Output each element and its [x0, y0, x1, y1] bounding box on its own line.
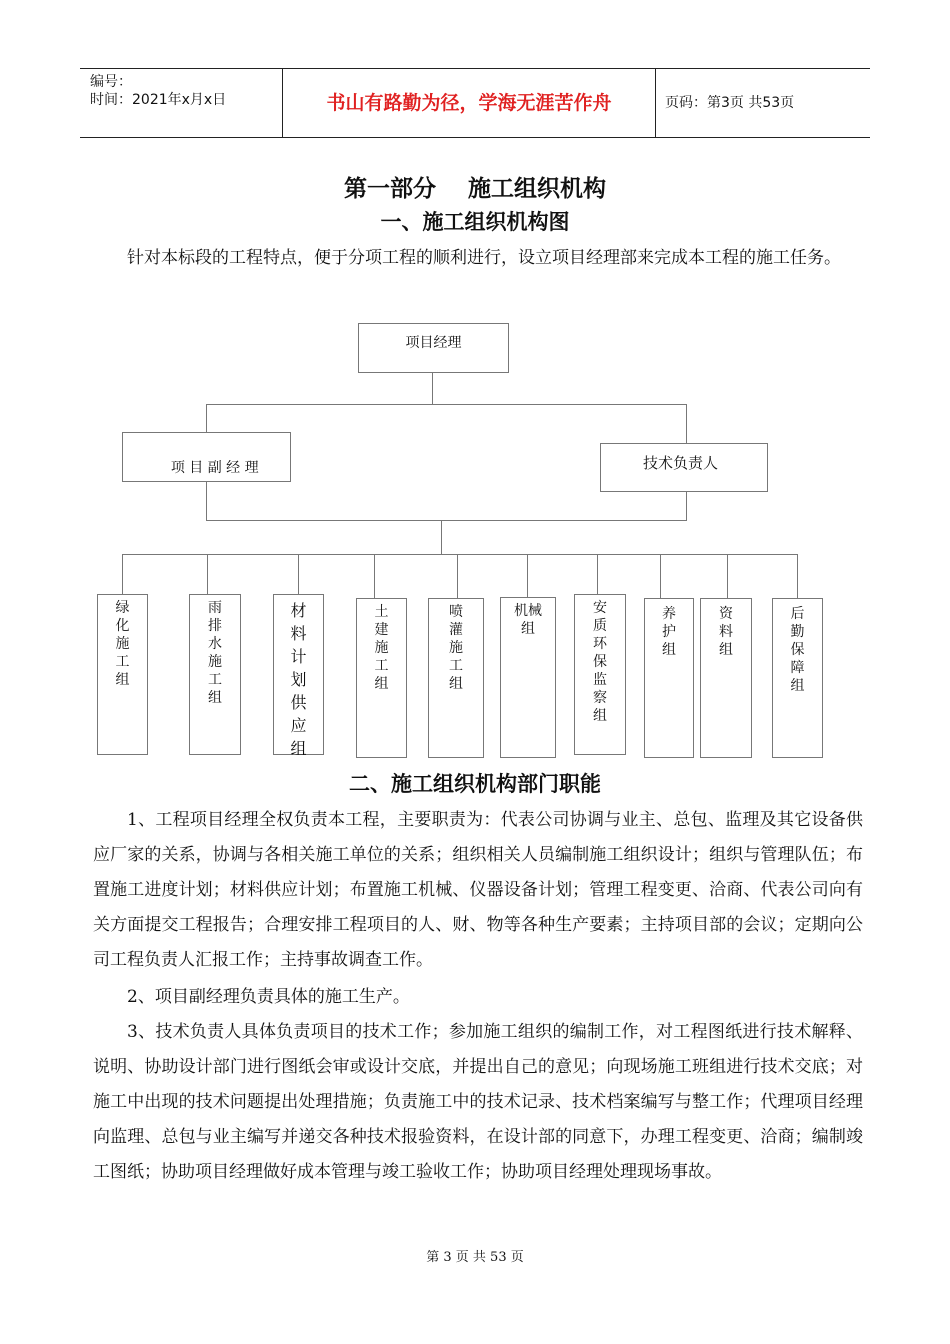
org-box-deputy-manager — [122, 432, 291, 482]
connector — [527, 554, 528, 597]
connector — [797, 554, 798, 598]
connector — [122, 554, 123, 594]
org-group-civil — [356, 598, 407, 758]
connector — [597, 554, 598, 594]
org-group-irrigation — [428, 598, 484, 758]
connector — [727, 554, 728, 598]
org-group-label: 养护组 — [662, 606, 676, 658]
connector — [374, 554, 375, 598]
org-group-label: 后勤保障组 — [790, 606, 805, 694]
header-page-info: 页码：第3页 共53页 — [665, 95, 795, 111]
duty-paragraph-2: 2、项目副经理负责具体的施工生产。 — [127, 987, 410, 1007]
org-group-label: 机械组 — [514, 603, 542, 637]
org-label-tech-lead: 技术负责人 — [643, 454, 719, 472]
connector — [432, 373, 433, 404]
org-box-tech-lead — [600, 443, 768, 492]
section1-title: 一、施工组织机构图 — [380, 210, 570, 234]
org-group-machinery — [500, 597, 556, 758]
org-group-label: 土建施工组 — [374, 604, 389, 692]
section2-title: 二、施工组织机构部门职能 — [349, 772, 601, 796]
page-header — [80, 68, 870, 138]
connector — [457, 554, 458, 598]
part-title: 第一部分 施工组织机构 — [343, 176, 607, 202]
org-label-deputy-manager: 项 目 副 经 理 — [170, 460, 259, 476]
duty-paragraph-3: 3、技术负责人具体负责项目的技术工作；参加施工组织的编制工作，对工程图纸进行技术解释、说明、协助设计部门进行图纸会审或设计交底，并提出自己的意见；向现场施工班组进行技术交底；对施工中出现的技术问题提出处理措施；负责施工中的技术记录、技术档案编写与整工作；代理项目经理向监理、总包与业主编写并递交各种技术报验资料，在设计部的同意下，办理工程变更、洽商；编制竣工图纸；协助项目经理做好成本管理与竣工验收工作；协助项目经理处理现场事故。 — [93, 1022, 863, 1182]
connector — [660, 554, 661, 598]
connector — [206, 404, 687, 405]
org-group-logistics — [772, 598, 823, 758]
connector — [207, 554, 208, 594]
page-footer: 第 3 页 共 53 页 — [426, 1250, 524, 1265]
org-group-label: 材料计划供应组 — [290, 601, 307, 758]
org-group-drainage — [189, 594, 241, 755]
connector — [441, 520, 442, 554]
connector — [298, 554, 299, 594]
org-group-materials — [273, 594, 324, 758]
intro-paragraph: 针对本标段的工程特点，便于分项工程的顺利进行，设立项目经理部来完成本工程的施工任务。 — [127, 248, 841, 268]
org-group-label: 雨排水施工组 — [208, 600, 222, 706]
org-group-documents — [700, 598, 752, 758]
org-box-project-manager — [358, 323, 509, 373]
connector — [686, 492, 687, 520]
connector — [686, 404, 687, 443]
org-group-label: 喷灌施工组 — [449, 604, 463, 692]
org-group-maintenance — [644, 598, 694, 758]
connector — [206, 482, 207, 520]
header-motto: 书山有路勤为径，学海无涯苦作舟 — [282, 69, 656, 137]
org-group-safety — [574, 594, 626, 755]
org-group-label: 资料组 — [719, 606, 733, 658]
duty-paragraph-1: 1、工程项目经理全权负责本工程，主要职责为：代表公司协调与业主、总包、监理及其它设备供应厂家的关系，协调与各相关施工单位的关系；组织相关人员编制施工组织设计；组织与管理队伍；布置施工进度计划；材料供应计划；布置施工机械、仪器设备计划；管理工程变更、洽商、代表公司向有关方面提交工程报告；合理安排工程项目的人、财、物等各种生产要素；主持项目部的会议；定期向公司工程负责人汇报工作；主持事故调查工作。 — [93, 810, 863, 970]
connector — [206, 404, 207, 432]
org-label-project-manager: 项目经理 — [405, 335, 462, 351]
org-group-label: 绿化施工组 — [115, 600, 130, 688]
number-label: 编号： — [90, 74, 132, 90]
connector — [206, 520, 687, 521]
org-group-label: 安质环保监察组 — [593, 600, 607, 724]
org-group-greening — [97, 594, 148, 755]
time-label: 时间：2021年x月x日 — [90, 92, 227, 108]
header-left-cell — [80, 69, 282, 137]
connector — [122, 554, 798, 555]
